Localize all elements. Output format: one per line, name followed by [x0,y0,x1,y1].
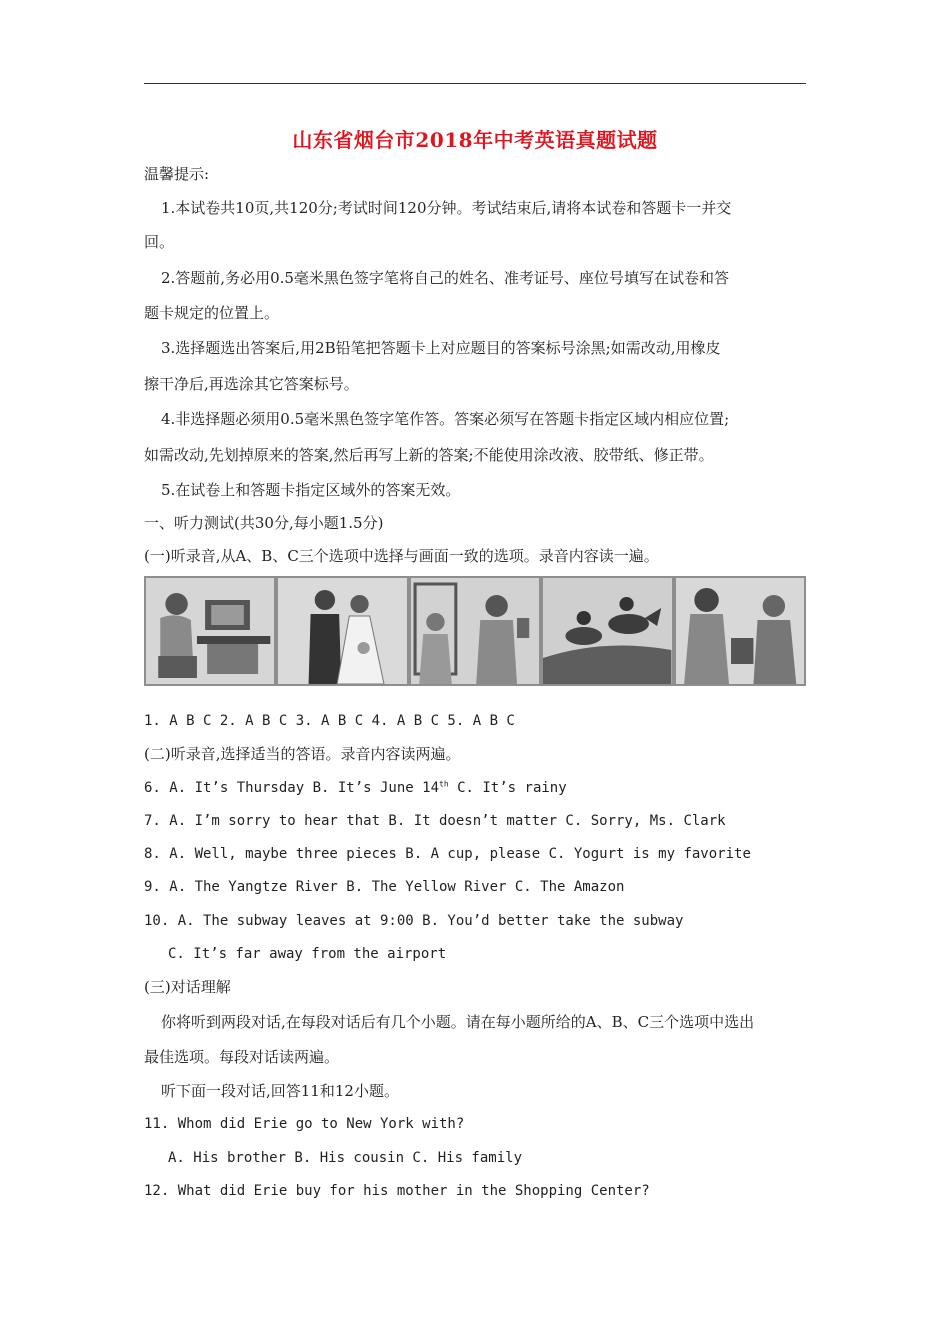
part-2-instruction: (二)听录音,选择适当的答语。录音内容读两遍。 [144,745,461,763]
question-11: 11. Whom did Erie go to New York with? [144,1116,465,1132]
question-12: 12. What did Erie buy for his mother in the Shopping Center? [144,1183,650,1199]
tip-5: 5.在试卷上和答题卡指定区域外的答案无效。 [161,481,461,499]
picture-1-woman-at-computer [146,578,274,684]
question-9: 9. A. The Yangtze River B. The Yellow River C. The Amazon [144,879,625,895]
picture-3-boy-cleaning-window [411,578,539,684]
part-3-heading: (三)对话理解 [144,978,231,996]
tip-1-line-2: 回。 [144,233,175,251]
picture-strip [144,576,806,686]
tip-4-line-1: 4.非选择题必须用0.5毫米黑色签字笔作答。答案必须写在答题卡指定区域内相应位置; [161,410,730,428]
question-10: 10. A. The subway leaves at 9:00 B. You’d better take the subway [144,913,684,929]
part-3-instruction-line-2: 最佳选项。每段对话读两遍。 [144,1048,340,1066]
question-6: 6. A. It’s Thursday B. It’s June 14th C. It’s rainy [144,779,567,796]
tips-heading: 温馨提示: [144,165,210,183]
question-8: 8. A. Well, maybe three pieces B. A cup, please C. Yogurt is my favorite [144,846,751,862]
tip-2-line-1: 2.答题前,务必用0.5毫米黑色签字笔将自己的姓名、准考证号、座位号填写在试卷和答 [161,269,729,287]
page-title: 山东省烟台市2018年中考英语真题试题 [292,128,658,152]
tip-1-line-1: 1.本试卷共10页,共120分;考试时间120分钟。考试结束后,请将本试卷和答题卡一并交 [161,199,732,217]
tip-4-line-2: 如需改动,先划掉原来的答案,然后再写上新的答案;不能使用涂改液、胶带纸、修正带。 [144,446,714,464]
header-rule [144,83,806,84]
tip-2-line-2: 题卡规定的位置上。 [144,304,280,322]
tip-3-line-1: 3.选择题选出答案后,用2B铅笔把答题卡上对应题目的答案标号涂黑;如需改动,用橡皮 [161,339,721,357]
section-1-heading: 一、听力测试(共30分,每小题1.5分) [144,514,384,532]
part-1-instruction: (一)听录音,从A、B、C三个选项中选择与画面一致的选项。录音内容读一遍。 [144,547,659,565]
dialog-1-intro: 听下面一段对话,回答11和12小题。 [161,1082,399,1100]
part-1-answer-options: 1. A B C 2. A B C 3. A B C 4. A B C 5. A B C [144,713,515,729]
part-3-instruction-line-1: 你将听到两段对话,在每段对话后有几个小题。请在每小题所给的A、B、C三个选项中选出 [161,1013,755,1031]
picture-5-people-talking [676,578,804,684]
question-11-options: A. His brother B. His cousin C. His family [168,1150,523,1166]
question-7: 7. A. I’m sorry to hear that B. It doesn’t matter C. Sorry, Ms. Clark [144,813,726,829]
picture-4-horse-riders [543,578,671,684]
question-10-option-c: C. It’s far away from the airport [168,946,447,962]
tip-3-line-2: 擦干净后,再选涂其它答案标号。 [144,375,359,393]
picture-2-wedding-couple [278,578,406,684]
